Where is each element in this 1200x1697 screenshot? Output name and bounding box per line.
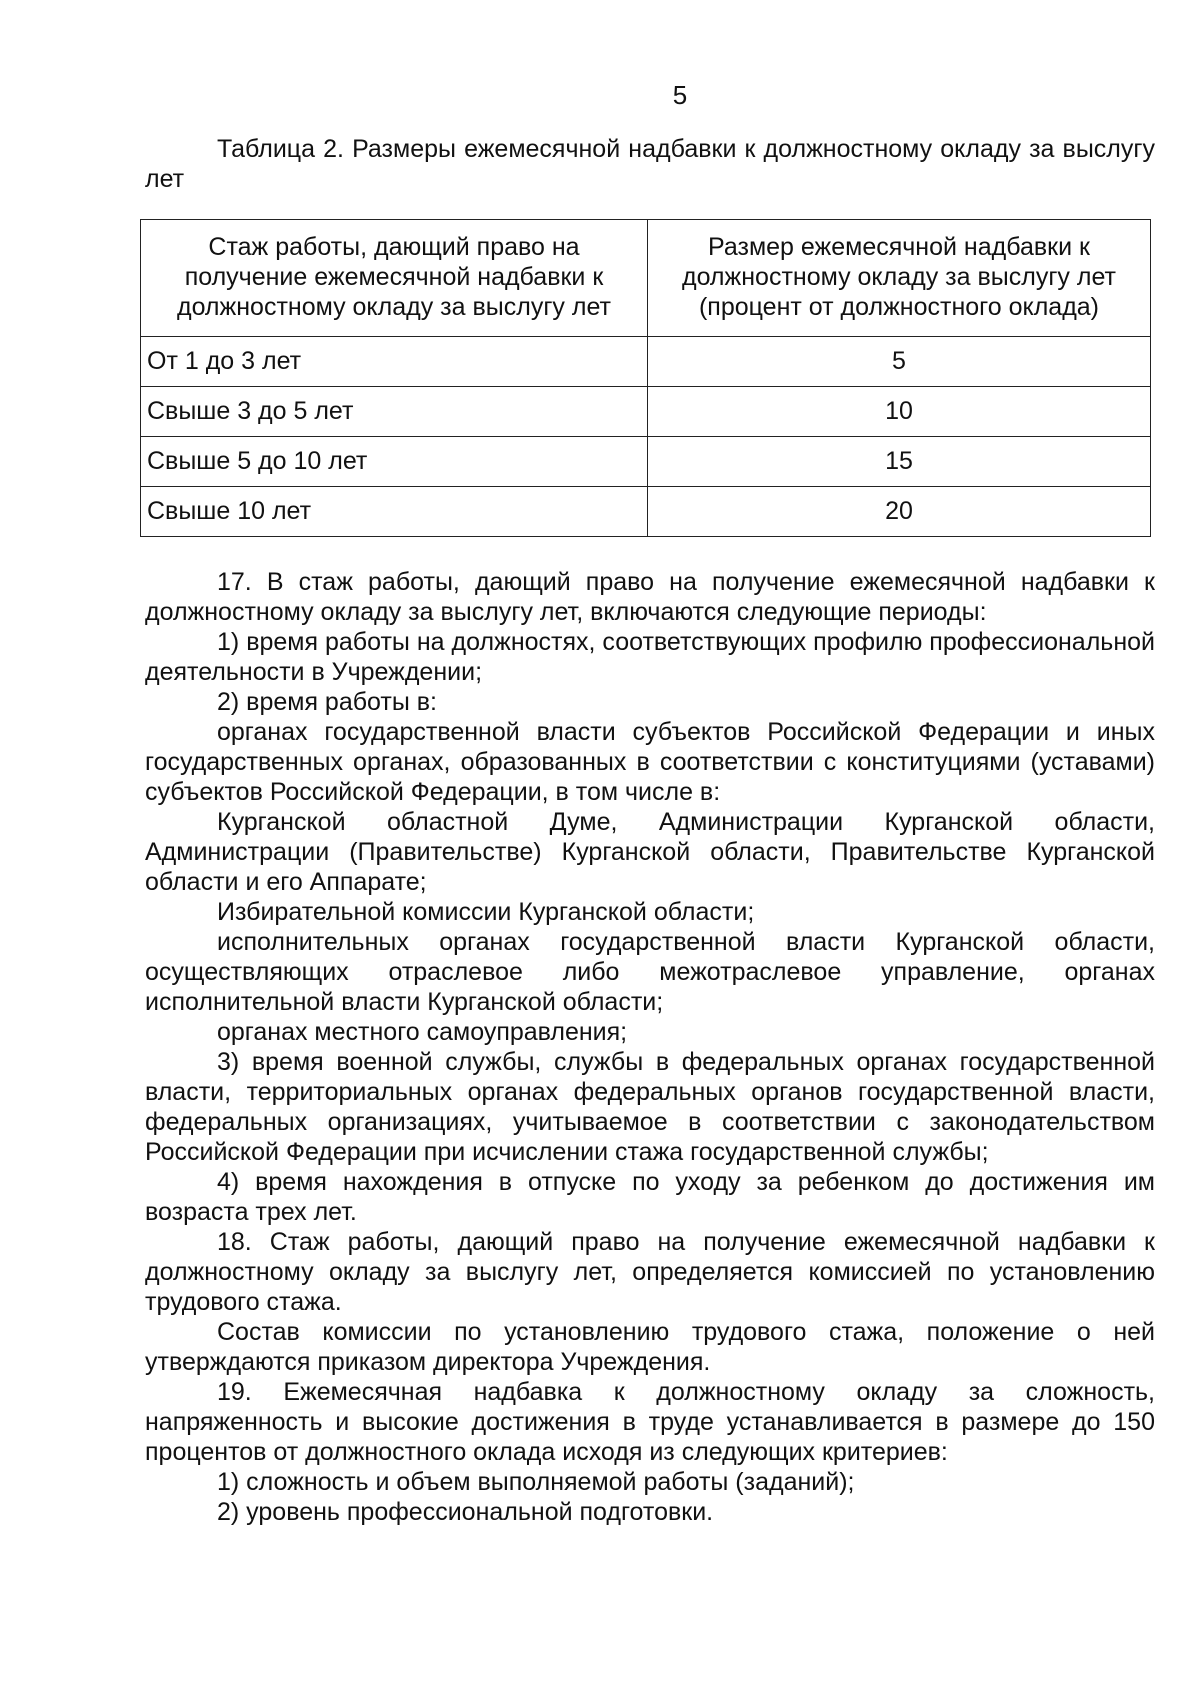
paragraph: Состав комиссии по установлению трудового стажа, положение о ней утверждаются приказом директора Учреждения. — [145, 1318, 1155, 1376]
table-row — [141, 437, 1151, 487]
table-row — [141, 487, 1151, 537]
column-header-period: Стаж работы, дающий право на получение ежемесячной надбавки к должностному окладу за выслугу лет — [141, 220, 648, 337]
paragraph: 4) время нахождения в отпуске по уходу за ребенком до достижения им возраста трех лет. — [145, 1168, 1155, 1226]
cell-percent: 5 — [648, 337, 1151, 387]
cell-period: От 1 до 3 лет — [141, 337, 648, 387]
document-page — [145, 80, 1155, 1527]
cell-period: Свыше 10 лет — [141, 487, 648, 537]
paragraph: исполнительных органах государственной власти Курганской области, осуществляющих отраслевое либо межотраслевое управление, органах исполнительной власти Курганской области; — [145, 928, 1155, 1016]
body-text — [145, 567, 1155, 1527]
paragraph: 3) время военной службы, службы в федеральных органах государственной власти, территориальных органах федеральных органов государственной власти, федеральных организациях, учитываемое в соответствии с законодательством Российской Федерации при исчислении стажа государственной службы; — [145, 1048, 1155, 1166]
paragraph: органах государственной власти субъектов Российской Федерации и иных государственных органах, образованных в соответствии с конституциями (уставами) субъектов Российской Федерации, в том числе в: — [145, 718, 1155, 806]
paragraph: 18. Стаж работы, дающий право на получение ежемесячной надбавки к должностному окладу за выслугу лет, определяется комиссией по установлению трудового стажа. — [145, 1228, 1155, 1316]
page-number: 5 — [672, 80, 688, 110]
paragraph: Избирательной комиссии Курганской области; — [217, 898, 755, 926]
cell-percent: 15 — [648, 437, 1151, 487]
seniority-bonus-table — [140, 219, 1151, 537]
table-caption: Таблица 2. Размеры ежемесячной надбавки к должностному окладу за выслугу лет — [145, 135, 1155, 193]
paragraph: 2) время работы в: — [217, 688, 438, 716]
cell-percent: 20 — [648, 487, 1151, 537]
table-header-row — [141, 220, 1151, 337]
paragraph: 19. Ежемесячная надбавка к должностному окладу за сложность, напряженность и высокие достижения в труде устанавливается в размере до 150 процентов от должностного оклада исходя из следующих критериев: — [145, 1378, 1155, 1466]
cell-period: Свыше 3 до 5 лет — [141, 387, 648, 437]
cell-percent: 10 — [648, 387, 1151, 437]
table-row — [141, 337, 1151, 387]
paragraph: 2) уровень профессиональной подготовки. — [217, 1498, 714, 1526]
paragraph: 1) время работы на должностях, соответствующих профилю профессиональной деятельности в Учреждении; — [145, 628, 1155, 686]
paragraph: органах местного самоуправления; — [217, 1018, 628, 1046]
paragraph: 17. В стаж работы, дающий право на получение ежемесячной надбавки к должностному окладу за выслугу лет, включаются следующие периоды: — [145, 568, 1155, 626]
paragraph: Курганской областной Думе, Администрации Курганской области, Администрации (Правительстве) Курганской области, Правительстве Курганской области и его Аппарате; — [145, 808, 1155, 896]
paragraph: 1) сложность и объем выполняемой работы (заданий); — [217, 1468, 855, 1496]
cell-period: Свыше 5 до 10 лет — [141, 437, 648, 487]
column-header-percent: Размер ежемесячной надбавки к должностному окладу за выслугу лет (процент от должностного оклада) — [648, 220, 1151, 337]
table-row — [141, 387, 1151, 437]
